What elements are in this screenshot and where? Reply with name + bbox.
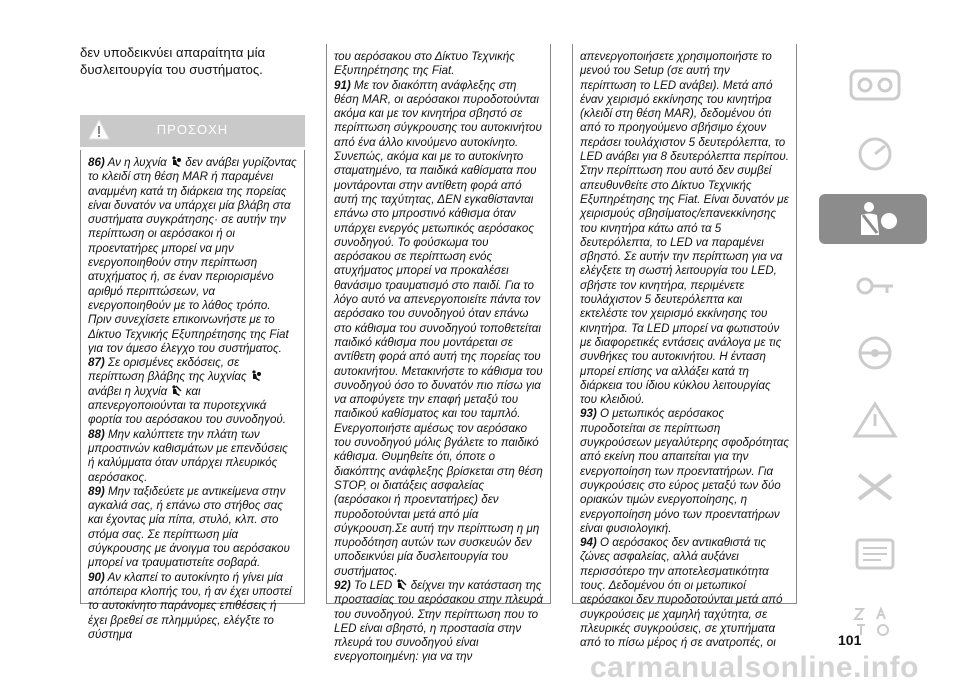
note-87: 87) Σε ορισμένες εκδόσεις, σε περίπτωση βλάβης της λυχνίας ανάβει η λυχνία και απενεργοποιούνται τα πυροτεχνικά φορτία του αερόσακου του συνοδηγού.: [88, 356, 286, 427]
chapter-tabs: [811, 60, 927, 663]
tab-emergency[interactable]: [819, 395, 927, 445]
airbag-warning-icon: [250, 370, 262, 382]
maintenance-tools-icon: [847, 467, 903, 507]
tab-driving[interactable]: [819, 328, 927, 378]
note-86: 86) Αν η λυχνία δεν ανάβει γυρίζοντας το κλειδί στη θέση MAR ή παραμένει αναμμένη κατά τη διάρκεια της πορείας είναι δυνατόν να υπάρχει μία βλάβη στα συστήματα συγκράτησης· σε αυτήν την περίπτωση οι αερόσακοι ή οι προεντατήρες μπορεί να μην ενεργοποιηθούν στην περίπτωση ατυχήματος ή, σε έναν περιορισμένο αριθμό περιπτώσεων, να ενεργοποιηθούν με το λάθος τρόπο. Πριν συνεχίσετε επικοινωνήστε με το Δίκτυο Τεχνικής Εξυπηρέτησης της Fiat για τον άμεσο έλεγχο του συστήματος.: [88, 156, 297, 355]
tab-instruments[interactable]: [819, 127, 927, 177]
note-93: 93) Ο μετωπικός αερόσακος πυροδοτείται σε περίπτωση συγκρούσεων μεγαλύτερης σφοδρότητας από εκείνη που απαιτείται για την ενεργοποίηση των προεντατήρων. Για συγκρούσεις στο εύρος μεταξύ των δύο οριακών τιμών ενεργοποίησης, η ενεργοποίηση μόνο των προεντατήρων είναι φυσιολογική.: [580, 407, 789, 535]
tab-starting-driving[interactable]: [819, 261, 927, 311]
note-90: 90) Αν κλαπεί το αυτοκίνητο ή γίνει μία απόπειρα κλοπής του, ή αν έχει υποστεί το αυτοκίνητο παράνομες επιθέσεις ή έχει βρεθεί σε πλημμύρες, ελέγξτε το σύστημα: [88, 570, 292, 641]
caution-column-1: [80, 150, 305, 641]
tab-index[interactable]: [819, 596, 927, 646]
tab-dashboard[interactable]: [819, 60, 927, 110]
steering-wheel-icon: [847, 333, 903, 373]
tab-technical-data[interactable]: [819, 529, 927, 579]
dashboard-car-icon: [847, 65, 903, 105]
caution-column-3: [572, 44, 797, 650]
note-91: 91) Με τον διακόπτη ανάφλεξης στη θέση MAR, οι αερόσακοι πυροδοτούνται ακόμα και με τον κινητήρα σβηστό σε περίπτωση σύγκρουσης του αυτοκινήτου από ένα άλλο κινούμενο αυτοκίνητο. Συνεπώς, ακόμα και με το αυτοκίνητο σταματημένο, τα παιδικά καθίσματα που μοντάρονται στην αντίθετη φορά από αυτή της ταχύτητας, ΔΕΝ εγκαθίστανται επάνω στο μπροστινό κάθισμα όταν υπάρχει ενεργός μετωπικός αερόσακος συνοδηγού. Το φούσκωμα του αερόσακου σε περίπτωση ενός ατυχήματος μπορεί να προκαλέσει θανάσιμο τραυματισμό στο παιδί. Για το λόγο αυτό να απενεργοποιείτε πάντα τον αερόσακο του συνοδηγού όταν επάνω στο κάθισμα του συνοδηγού τοποθετείται παιδικό κάθισμα που μοντάρεται σε αντίθετη φορά από αυτή της πορείας του αυτοκινήτου. Μετακινήστε το κάθισμα του συνοδηγού όσο το δυνατόν πιο πίσω για να αποφύγετε την επαφή μεταξύ του παιδικού καθίσματος και του ταμπλό. Ενεργοποιήστε αμέσως τον αερόσακο του συνοδηγού μόλις βγάλετε το παιδικό κάθισμα. Θυμηθείτε ότι, όποτε ο διακόπτης ανάφλεξης βρίσκεται στη θέση STOP, οι διατάξεις ασφαλείας (αερόσακοι ή προεντατήρες) δεν πυροδοτούνται μετά από μία σύγκρουση.Σε αυτή την περίπτωση η μη πυροδότηση αυτών των συσκευών δεν υποδεικνύει μία δυσλειτουργία του συστήματος.: [334, 78, 543, 578]
note-92-continued: απενεργοποιήσετε χρησιμοποιήστε το μενού του Setup (σε αυτή την περίπτωση το LED ανάβει). Μετά από έναν χειρισμό εκκίνησης του κινητήρα (κλειδί στη θέση MAR), δεδομένου ότι από το προηγούμενο σβήσιμο έχουν περάσει τουλάχιστον 5 δευτερόλεπτα, το LED ανάβει για 8 δευτερόλεπτα περίπου. Στην περίπτωση που αυτό δεν συμβεί απευθυνθείτε στο Δίκτυο Τεχνικής Εξυπηρέτησης της Fiat. Είναι δυνατόν με χειρισμούς σβησίματος/επανεκκίνησης του κινητήρα κάτω από τα 5 δευτερόλεπτα, το LED να παραμένει σβηστό. Σε αυτήν την περίπτωση για να ελέγξετε τη σωστή λειτουργία του LED, σβήστε τον κινητήρα, περιμένετε τουλάχιστον 5 δευτερόλεπτα και εκτελέστε τον χειρισμό εκκίνησης του κινητήρα. Τα LED μπορεί να φωτιστούν με διαφορετικές εντάσεις ανάλογα με τις συνθήκες του αυτοκινήτου. Η ένταση μπορεί επίσης να αλλάξει κατά τη διάρκεια του ίδιου κύκλου λειτουργίας του κλειδιού.: [580, 50, 789, 407]
tab-safety[interactable]: [819, 194, 927, 244]
caution-header: [80, 115, 305, 147]
page-number: 101: [838, 632, 862, 648]
technical-data-icon: [847, 534, 903, 574]
key-wrench-icon: [847, 266, 903, 306]
watermark: carmanualsonline.info: [590, 651, 919, 684]
dashboard-gauge-icon: [847, 132, 903, 172]
caution-title: ΠΡΟΣΟΧΗ: [156, 122, 229, 137]
seatbelt-airbag-icon: [847, 199, 903, 239]
passenger-airbag-off-icon: [170, 385, 182, 397]
note-90-continued: του αερόσακου στο Δίκτυο Τεχνικής Εξυπηρέτησης της Fiat.: [334, 50, 515, 78]
caution-column-2: [326, 44, 551, 664]
note-88: 88) Μην καλύπτετε την πλάτη των μπροστινών καθισμάτων με επενδύσεις ή καλύμματα όταν υπάρχει πλευρικός αερόσακος.: [88, 427, 288, 484]
airbag-warning-icon: [170, 156, 182, 168]
road-warning-icon: [847, 400, 903, 440]
note-92: 92) To LED δείχνει την κατάσταση της προστασίας του αερόσακου στην πλευρά του συνοδηγού. Στην περίπτωση που το LED είναι σβηστό, η προστασία στην πλευρά του συνοδηγού είναι ενεργοποιημένη: για να την: [334, 578, 543, 664]
note-94: 94) Ο αερόσακος δεν αντικαθιστά τις ζώνες ασφαλείας, αλλά αυξάνει περισσότερο την αποτελεσματικότητα τους. Δεδομένου ότι οι μετωπικοί αερόσακοι δεν πυροδοτούνται μετά από συγκρούσεις με χαμηλή ταχύτητα, σε πλευρικές συγκρούσεις, σε χτυπήματα από το πίσω μέρος ή σε ανατροπές, οι: [580, 536, 783, 650]
passenger-airbag-off-icon: [395, 579, 407, 591]
tab-maintenance[interactable]: [819, 462, 927, 512]
note-89: 89) Μην ταξιδεύετε με αντικείμενα στην αγκαλιά σας, ή επάνω στο στήθος σας και έχοντας μία πίπα, στυλό, κλπ. στο στόμα σας. Σε περίπτωση μία σύγκρουσης με άνοιγμα του αερόσακου μπορεί να τραυματιστείτε σοβαρά.: [88, 484, 290, 570]
intro-text: δεν υποδεικνύει απαραίτητα μία δυσλειτουργία του συστήματος.: [80, 45, 266, 77]
